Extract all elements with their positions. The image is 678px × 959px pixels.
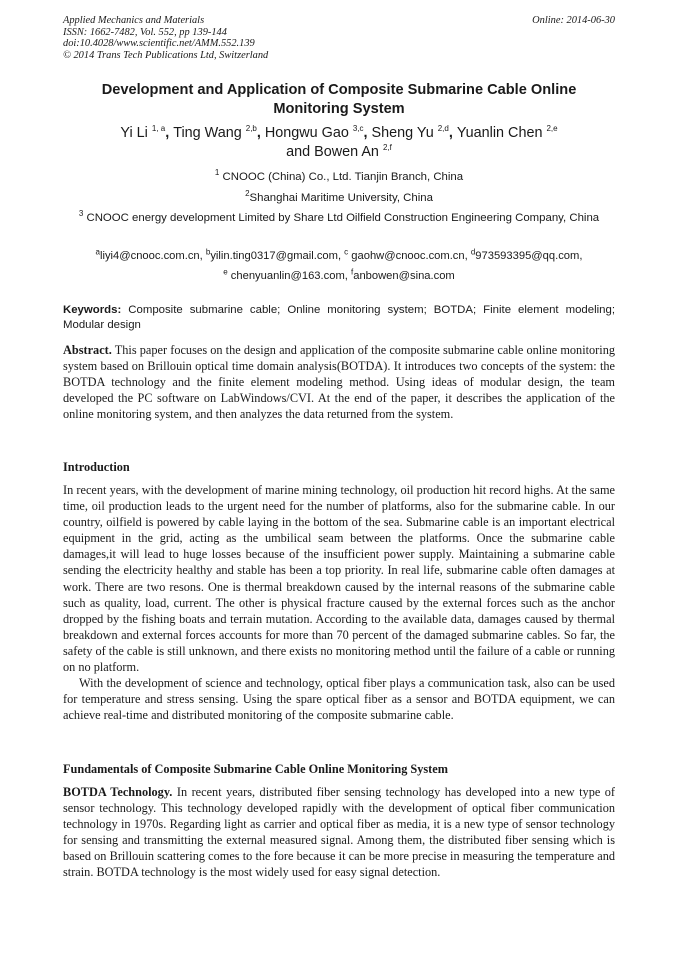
author-affiliation-mark: 2,f (382, 143, 392, 153)
email-address: 973593395@qq.com, (475, 250, 583, 262)
botda-lead: BOTDA Technology. (63, 785, 173, 799)
affiliation-mark: 3 (78, 209, 84, 219)
abstract (63, 342, 615, 422)
journal-header (63, 15, 615, 61)
author-affiliation-mark: 2,b (245, 124, 257, 134)
email-address: yilin.ting0317@gmail.com, (210, 250, 342, 262)
email-mark: f (350, 267, 354, 277)
email-mark: d (470, 247, 476, 257)
affiliation-mark: 1 (214, 168, 220, 178)
affiliation-3 (63, 211, 615, 226)
author-affiliation-mark: 1, a (151, 124, 166, 134)
affiliation-2 (63, 191, 615, 206)
email-address: anbowen@sina.com (353, 270, 455, 282)
author-name: Sheng Yu (371, 125, 434, 141)
author-name: Hongwu Gao (264, 125, 349, 141)
email-mark: a (95, 247, 100, 257)
paper-title: Development and Application of Composite Submarine Cable Online Monitoring System (101, 82, 577, 117)
email-address: liyi4@cnooc.com.cn, (99, 250, 203, 262)
journal-copyright: © 2014 Trans Tech Publications Ltd, Switzerland (63, 49, 269, 61)
email-address: gaohw@cnooc.com.cn, (351, 250, 468, 262)
journal-name: Applied Mechanics and Materials (63, 15, 205, 26)
email-address: chenyuanlin@163.com, (230, 270, 348, 282)
author-name: Yuanlin Chen (456, 125, 543, 141)
author-affiliation-mark: 2,e (546, 124, 558, 134)
affiliation-1 (63, 170, 615, 185)
online-date: Online: 2014-06-30 (532, 15, 615, 26)
journal-issn: ISSN: 1662-7482, Vol. 552, pp 139-144 (63, 26, 227, 38)
paragraph: In recent years, with the development of marine mining technology, oil production hit record highs. At the same time, oil production leads to the urgent need for the number of platforms, also for the submarine cable. In our country, oilfield is powered by cable laying in the bottom of the sea. Submarine cable is an important electrical equipment in the grid, acting as the umbilical seam between the platforms. Once the submarine cable damages,it will lead to huge losses because of the insufficient power supply. Maintaining a submarine cable sending the electricity healthy and stable has been a top priority. In real life, submarine cable often damages at work. There are two resons. One is thermal breakdown caused by the internal reasons of the submarine cable such as quality, load, current. The other is physical fracture caused by the external forces such as the anchor dropped by the fishing boats and terrain mutation. According to the available data, damages caused by thermal breakdown and external forces accounts for more than 70 percent of the damaged submarine cables. So far, the safety of the cable is still unknown, and there exists no monitoring method until the failure of a cable or running on no platform. (63, 483, 615, 675)
keywords-text: Composite submarine cable; Online monitoring system; BOTDA; Finite element modeling; Modular design (63, 304, 615, 331)
botda-paragraph (63, 784, 615, 881)
author-emails (63, 246, 615, 286)
email-mark: b (205, 247, 211, 257)
affiliation-text: CNOOC energy development Limited by Share Ltd Oilfield Construction Engineering Company, China (86, 212, 600, 224)
affiliation-mark: 2 (245, 189, 250, 199)
introduction-body (63, 482, 615, 723)
email-mark: c (344, 247, 349, 257)
affiliation-text: Shanghai Maritime University, China (249, 192, 433, 204)
keywords-label: Keywords: (63, 304, 122, 316)
abstract-label: Abstract. (63, 343, 112, 357)
author-list: Yi Li $^{1, a}$, Ting Wang $^{2,b}$, Hongwu Gao $^{3,c}$, Sheng Yu $^{2,d}$, Yuanlin Chen $^{2,e}$ and Bowen An $^{2,f}$ (120, 124, 558, 160)
fundamentals-heading: Fundamentals of Composite Submarine Cable Online Monitoring System (63, 762, 448, 776)
abstract-text: This paper focuses on the design and application of the composite submarine cable online monitoring system based on Brillouin optical time domain analysis(BOTDA). It introduces two concepts of the system: the BOTDA technology and the finite element modeling method. Using ideas of modular design, the team developed the PC software on LabWindows/CVI. At the end of the paper, it describes the application of the online monitoring system, and then analyzes the data returned from the system. (63, 343, 615, 422)
paragraph: With the development of science and technology, optical fiber plays a communication task, also can be used for temperature and stress sensing. Using the spare optical fiber as a sensor and BOTDA equipment, we can achieve real-time and distributed monitoring of the composite submarine cable. (63, 676, 615, 723)
journal-doi: doi:10.4028/www.scientific.net/AMM.552.139 (63, 38, 255, 49)
affiliation-text: CNOOC (China) Co., Ltd. Tianjin Branch, China (222, 171, 464, 183)
author-affiliation-mark: 3,c (352, 124, 364, 134)
author-affiliation-mark: 2,d (437, 124, 449, 134)
author-name: Yi Li (120, 125, 148, 141)
email-mark: e (223, 267, 228, 277)
author-name: Ting Wang (173, 125, 242, 141)
author-name: and Bowen An (286, 144, 379, 160)
botda-text: In recent years, distributed fiber sensing technology has developed into a new type of sensor technology. This technology developed rapidly with the development of optical fiber communication technology in 1970s. Regarding light as carrier and optical fiber as media, it is a new type of sensor technology for sensing and transmitting the external measured signal. Among them, the distributed fiber sensing which is based on Brillouin scattering comes to the fore because it can be more precise in measuring the temperature and strain. BOTDA technology is the most widely used for easy signal detection. (63, 785, 616, 880)
keywords (63, 303, 615, 333)
introduction-heading: Introduction (63, 460, 130, 474)
